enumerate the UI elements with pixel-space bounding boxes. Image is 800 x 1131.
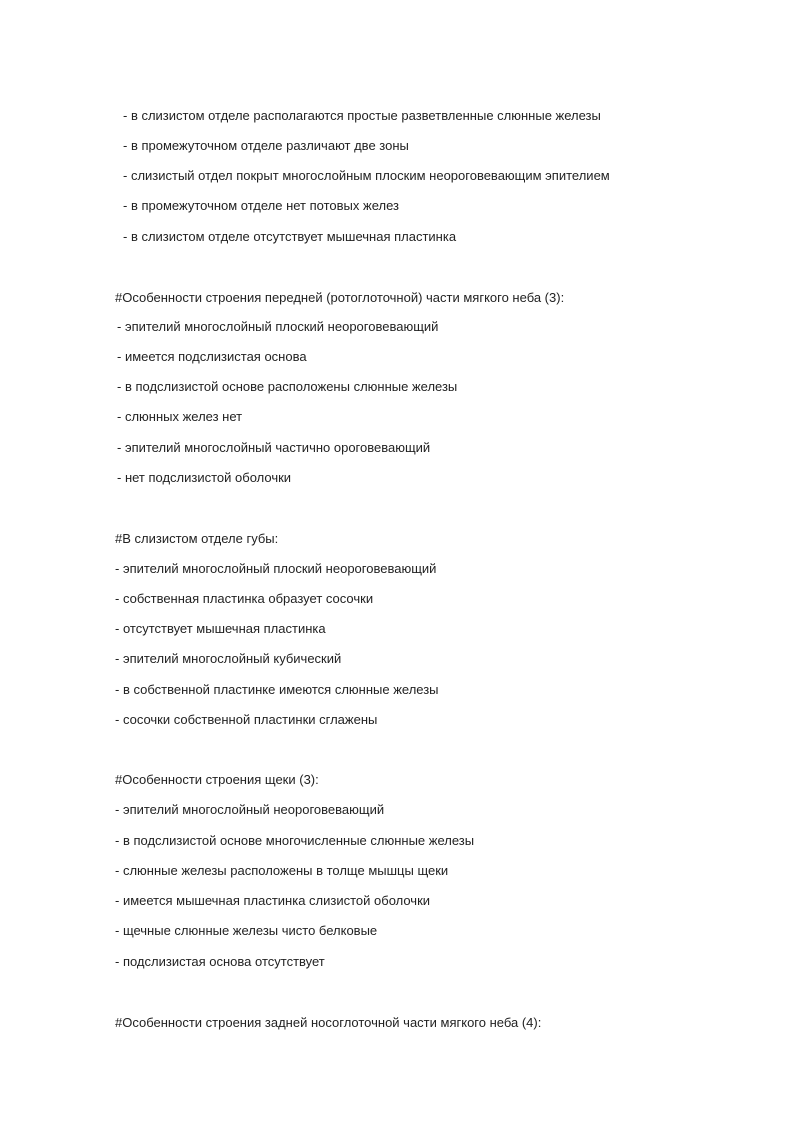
answer-option: - имеется подслизистая основа	[117, 349, 307, 364]
answer-option: - в собственной пластинке имеются слюнные железы	[115, 682, 439, 697]
answer-option: - в подслизистой основе многочисленные слюнные железы	[115, 833, 475, 848]
answer-option: - эпителий многослойный неороговевающий	[115, 802, 385, 817]
answer-option: - щечные слюнные железы чисто белковые	[115, 923, 378, 938]
answer-option: - слюнные железы расположены в толще мышцы щеки	[115, 863, 449, 878]
answer-option: - в слизистом отделе располагаются простые разветвленные слюнные железы	[123, 108, 601, 123]
answer-option: - в слизистом отделе отсутствует мышечная пластинка	[123, 229, 457, 244]
answer-option: - собственная пластинка образует сосочки	[115, 591, 374, 606]
answer-option: - в подслизистой основе расположены слюнные железы	[117, 379, 458, 394]
answer-option: - сосочки собственной пластинки сглажены	[115, 712, 378, 727]
question-heading: #Особенности строения задней носоглоточной части мягкого неба (4):	[115, 1015, 542, 1030]
answer-option: - в промежуточном отделе нет потовых желез	[123, 198, 399, 213]
answer-option: - подслизистая основа отсутствует	[115, 954, 325, 969]
question-heading: #В слизистом отделе губы:	[115, 531, 279, 546]
answer-option: - в промежуточном отделе различают две зоны	[123, 138, 409, 153]
answer-option: - отсутствует мышечная пластинка	[115, 621, 326, 636]
answer-option: - имеется мышечная пластинка слизистой оболочки	[115, 893, 431, 908]
answer-option: - слизистый отдел покрыт многослойным плоским неороговевающим эпителием	[123, 168, 610, 183]
answer-option: - нет подслизистой оболочки	[117, 470, 292, 485]
answer-option: - эпителий многослойный плоский неороговевающий	[115, 561, 437, 576]
question-heading: #Особенности строения щеки (3):	[115, 772, 319, 787]
question-heading: #Особенности строения передней (ротоглоточной) части мягкого неба (3):	[115, 290, 565, 305]
answer-option: - эпителий многослойный кубический	[115, 651, 342, 666]
answer-option: - слюнных желез нет	[117, 409, 243, 424]
answer-option: - эпителий многослойный плоский неороговевающий	[117, 319, 439, 334]
answer-option: - эпителий многослойный частично ороговевающий	[117, 440, 431, 455]
